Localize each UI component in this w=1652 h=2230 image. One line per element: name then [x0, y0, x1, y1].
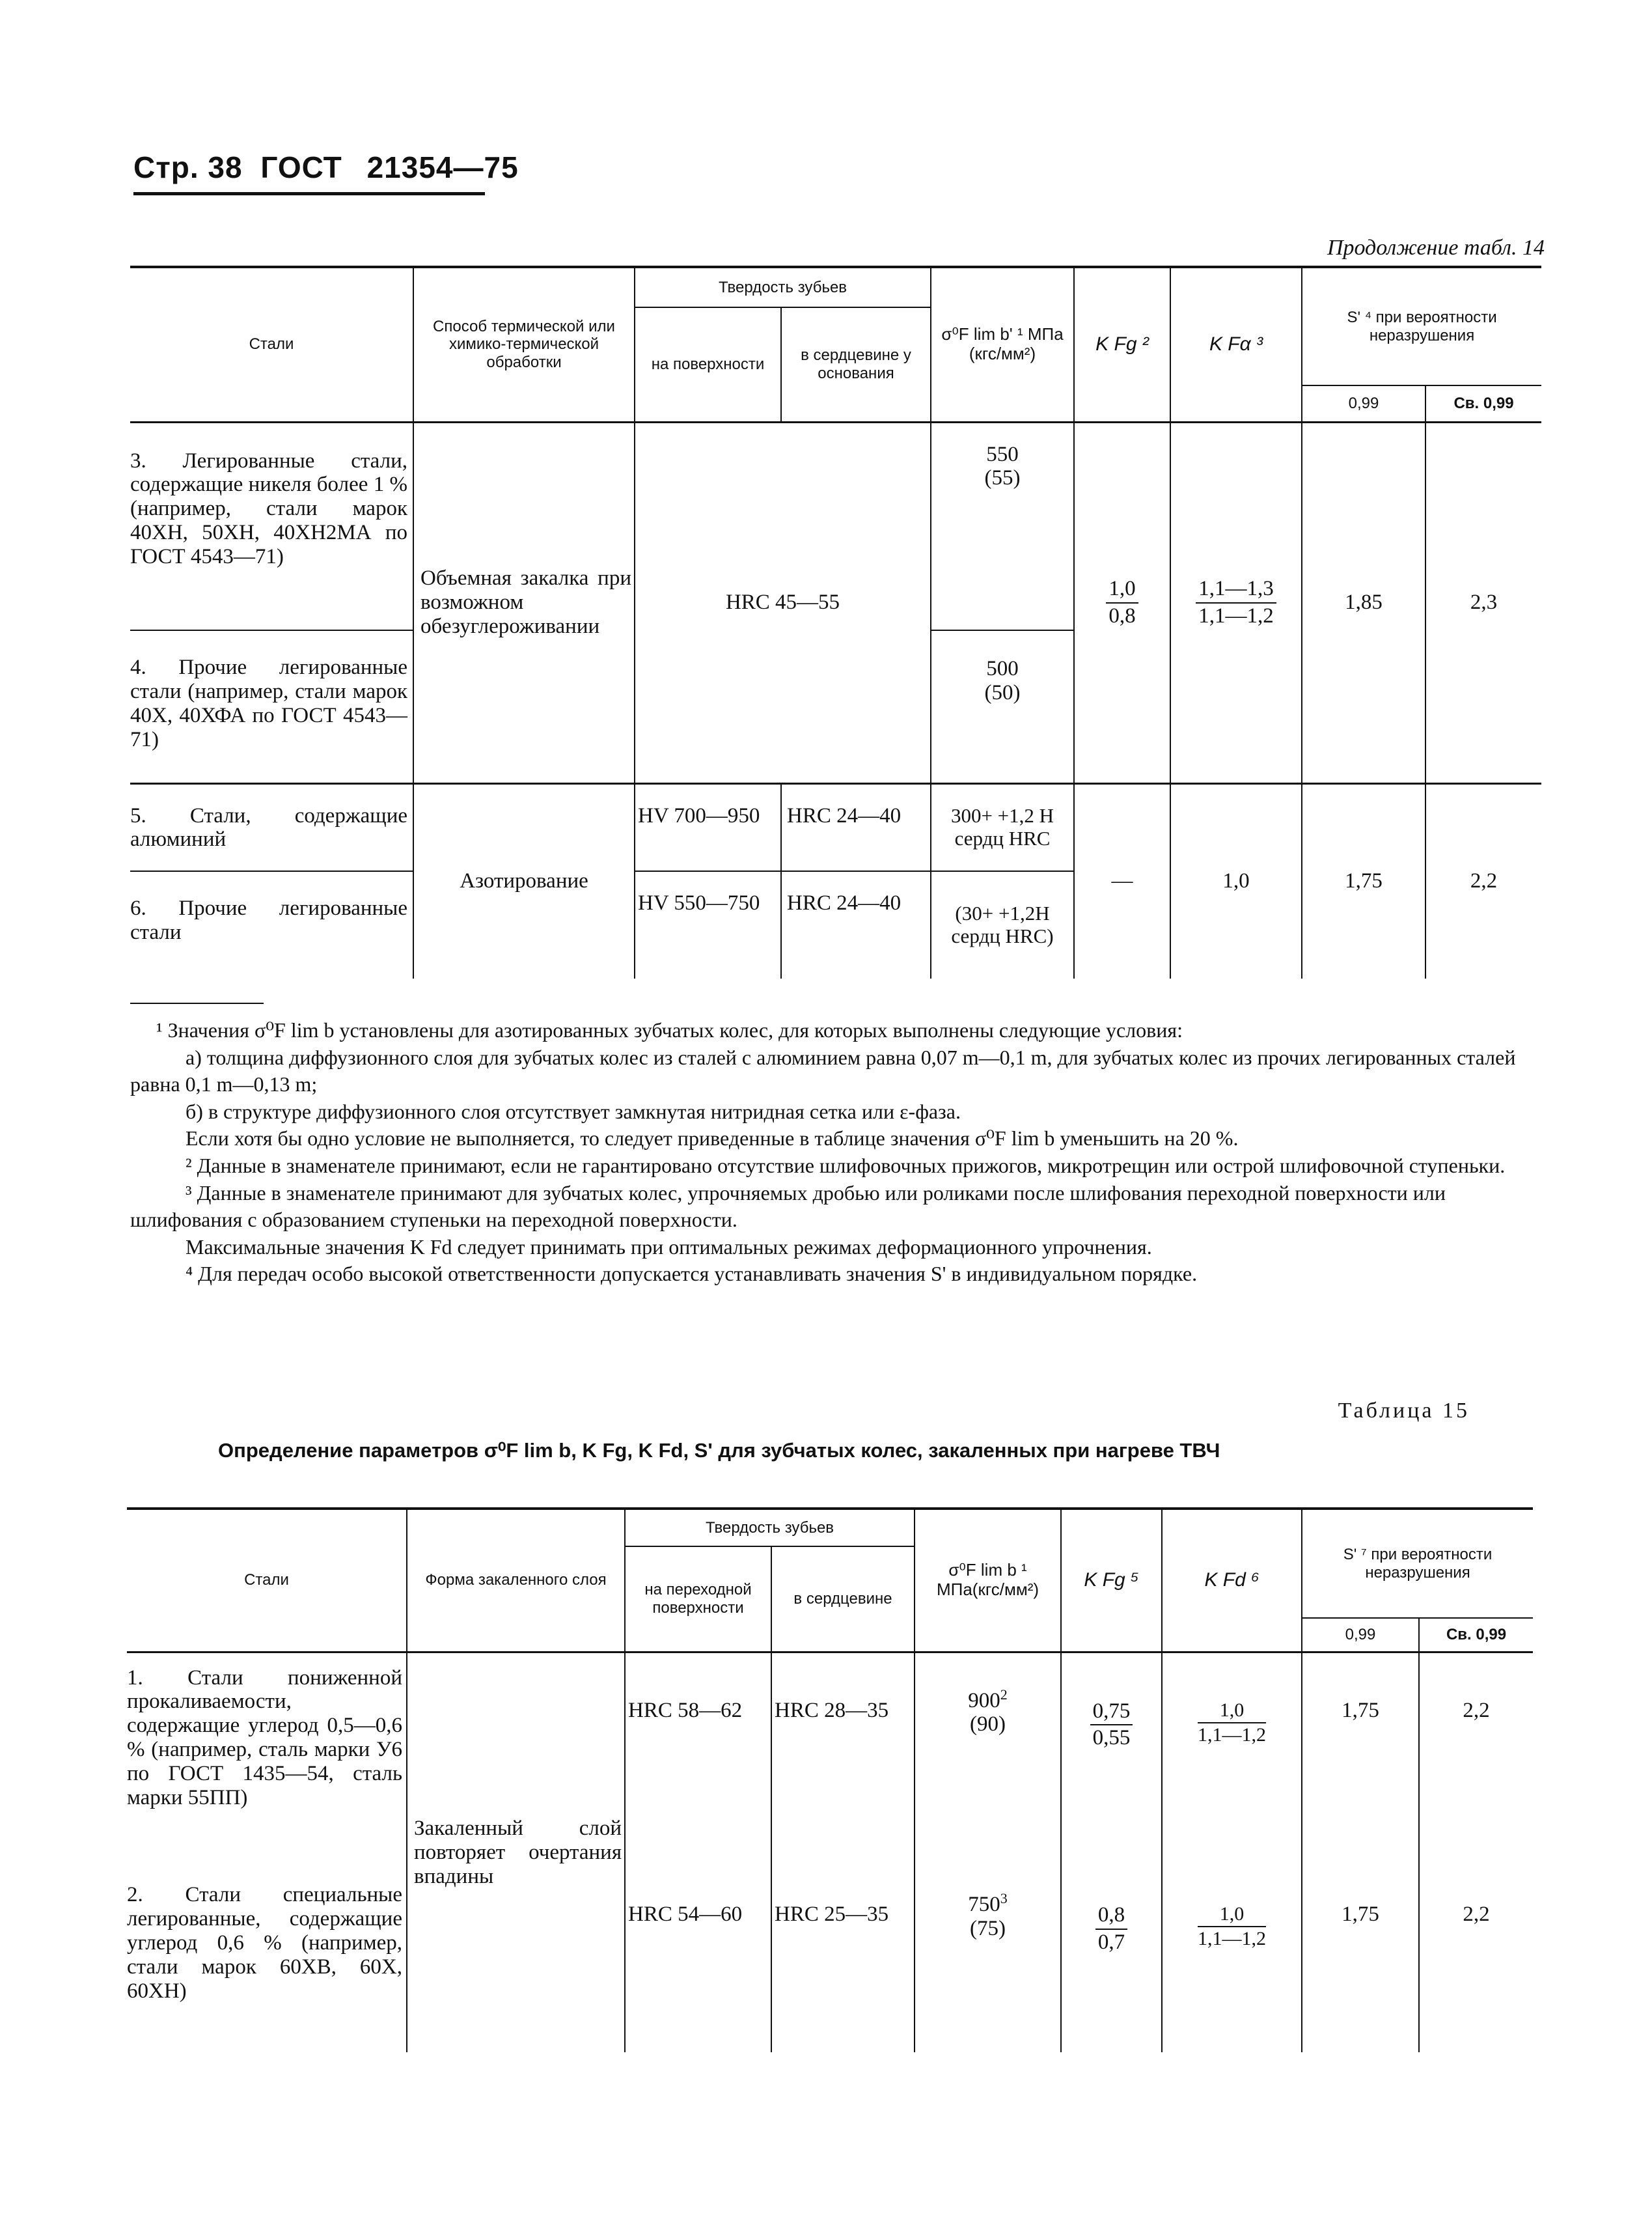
kfg-denominator: 0,55 — [1092, 1726, 1131, 1750]
table-cell-core: HRC 24—40 — [781, 783, 931, 871]
kfa-denominator: 1,1—1,2 — [1198, 604, 1274, 628]
col-header-psv: Св. 0,99 — [1419, 1618, 1533, 1652]
sigma-value-kgf: (90) — [970, 1712, 1006, 1736]
table-cell-sigma — [915, 1857, 1061, 2052]
page-header — [133, 150, 519, 185]
kfd-denominator: 1,1—1,2 — [1198, 1928, 1267, 1949]
footnote-1a: а) толщина диффузионного слоя для зубчатых колес из сталей с алюминием равна 0,07 m—0,1 m, для зубчатых колес из прочих легированных сталей равна 0,1 m—0,13 m; — [130, 1045, 1516, 1096]
col-header-transition: на переходной поверхности — [625, 1546, 771, 1652]
table-cell-surface: HV 550—750 — [635, 871, 781, 979]
col-header-method: Способ термической или химико-термической обработки — [413, 267, 635, 422]
footnote-2: ² Данные в знаменателе принимают, если не гарантировано отсутствие шлифовочных прижогов, микротрещин или острой шлифовочной ступеньки. — [186, 1153, 1506, 1177]
kfg-numerator: 1,0 — [1106, 576, 1138, 604]
footnote-3b: Максимальные значения K Fd следует принимать при оптимальных режимах деформационного упрочнения. — [186, 1234, 1152, 1259]
sigma-value: 750 — [968, 1893, 1000, 1916]
kfg-denominator: 0,7 — [1097, 1930, 1125, 1954]
kfa-numerator: 1,1—1,3 — [1196, 576, 1276, 604]
table-row-steel: 3. Легированные стали, содержащие никеля более 1 % (например, стали марок 40ХН, 50ХН, 40ХН2МА по ГОСТ 4543—71) — [130, 422, 413, 630]
table-cell-sigma — [931, 422, 1074, 630]
footnote-3: ³ Данные в знаменателе принимают для зубчатых колес, упрочняемых дробью или роликами после шлифования переходной поверхности или шлифования с образованием ступеньки на переходной поверхности. — [130, 1180, 1446, 1232]
table-row-steel: 1. Стали пониженной прокаливаемости, содержащие углерод 0,5—0,6 % (например, сталь марки У6 по ГОСТ 1435—54, сталь марки 55ПП) — [127, 1666, 402, 1810]
col-header-core: в сердцевине — [771, 1546, 915, 1652]
table-row-steel: 4. Прочие легированные стали (например, стали марок 40Х, 40ХФА по ГОСТ 4543—71) — [130, 630, 413, 783]
table-cell-s099: 1,75 — [1302, 1857, 1419, 2052]
table-row-steel: 2. Стали специальные легированные, содержащие углерод 0,6 % (например, стали марок 60ХВ, 60Х, 60ХН) — [127, 1883, 402, 2003]
table-cell-form: Закаленный слой повторяет очертания впадины — [407, 1652, 625, 2052]
footnotes — [130, 1017, 1530, 1288]
sigma-value-kgf: (50) — [984, 680, 1021, 704]
sigma-value: 500 — [986, 657, 1019, 680]
col-header-s: S' ⁷ при вероятности неразрушения — [1302, 1509, 1533, 1618]
sigma-footnote-mark: 2 — [1000, 1686, 1008, 1703]
table-cell-kfd — [1162, 1652, 1302, 1857]
sigma-value: 900 — [968, 1688, 1000, 1712]
table-continuation-label: Продолжение табл. 14 — [1327, 236, 1545, 260]
table-cell-s099: 1,85 — [1302, 422, 1425, 783]
col-header-core: в сердцевине у основания — [781, 307, 931, 422]
table-cell-sigma — [931, 630, 1074, 783]
table-row-steel: 6. Прочие легированные стали — [130, 897, 407, 944]
page-number: Стр. 38 — [133, 150, 243, 184]
sigma-value-kgf: (55) — [984, 466, 1021, 490]
table-row-steel: 5. Стали, содержащие алюминий — [130, 783, 413, 871]
kfd-denominator: 1,1—1,2 — [1198, 1723, 1267, 1746]
table-cell-sigma: 300+ +1,2 H сердц HRC — [931, 783, 1074, 871]
standard-number: 21354—75 — [366, 150, 519, 184]
col-header-psv: Св. 0,99 — [1425, 385, 1541, 422]
table-cell-kfg — [1074, 422, 1170, 783]
col-header-kfa: K Fα ³ — [1170, 267, 1302, 422]
table-cell-kfa: 1,0 — [1170, 783, 1302, 979]
col-header-kfg: K Fg ⁵ — [1061, 1509, 1162, 1652]
col-header-sigma: σ⁰F lim b' ¹ МПа (кгс/мм²) — [931, 267, 1074, 422]
table-cell-s099: 1,75 — [1302, 1652, 1419, 1857]
table-cell-method: Объемная закалка при возможном обезуглероживании — [413, 422, 635, 783]
col-header-surface: на поверхности — [635, 307, 781, 422]
kfg-denominator: 0,8 — [1108, 604, 1136, 628]
table-cell-sigma: (30+ +1,2H сердц HRC) — [931, 871, 1074, 979]
sigma-value: 550 — [986, 442, 1019, 466]
table-cell-hardness: HRC 45—55 — [635, 422, 931, 783]
col-header-s: S' ⁴ при вероятности неразрушения — [1302, 267, 1541, 385]
col-header-form: Форма закаленного слоя — [407, 1509, 625, 1652]
table-cell-core: HRC 28—35 — [771, 1652, 915, 1857]
table-14 — [130, 266, 1541, 979]
table-cell-surface: HV 700—950 — [635, 783, 781, 871]
table-cell-core: HRC 25—35 — [771, 1857, 915, 2052]
table-cell-ssv: 2,3 — [1425, 422, 1541, 783]
table-cell-surface: HRC 58—62 — [625, 1652, 771, 1857]
table-cell-ssv: 2,2 — [1419, 1857, 1533, 2052]
table-cell-kfd — [1162, 1857, 1302, 2052]
col-header-p099: 0,99 — [1302, 1618, 1419, 1652]
standard-name: ГОСТ — [260, 150, 342, 184]
table-cell-s099: 1,75 — [1302, 783, 1425, 979]
table-15 — [127, 1507, 1533, 2052]
header-rule — [133, 192, 485, 195]
footnote-1: ¹ Значения σ⁰F lim b установлены для азотированных зубчатых колес, для которых выполнены следующие условия: — [156, 1018, 1183, 1042]
col-header-kfg: K Fg ² — [1074, 267, 1170, 422]
col-header-steels: Стали — [127, 1509, 407, 1652]
table-15-caption: Таблица 15 — [1338, 1399, 1470, 1423]
col-header-sigma: σ⁰F lim b ¹ МПа(кгс/мм²) — [915, 1509, 1061, 1652]
sigma-value-kgf: (75) — [970, 1916, 1006, 1940]
col-header-kfd: K Fd ⁶ — [1162, 1509, 1302, 1652]
kfd-numerator: 1,0 — [1198, 1902, 1266, 1927]
col-header-hardness: Твердость зубьев — [635, 267, 931, 307]
kfd-numerator: 1,0 — [1198, 1699, 1266, 1723]
table-cell-kfg — [1061, 1652, 1162, 1857]
table-cell-method: Азотирование — [413, 783, 635, 979]
kfg-numerator: 0,75 — [1090, 1699, 1133, 1726]
kfg-numerator: 0,8 — [1095, 1902, 1127, 1930]
table-cell-ssv: 2,2 — [1419, 1652, 1533, 1857]
table-15-title: Определение параметров σ⁰F lim b, K Fg, K Fd, S' для зубчатых колес, закаленных при нагреве ТВЧ — [218, 1439, 1220, 1462]
col-header-hardness: Твердость зубьев — [625, 1509, 915, 1546]
sigma-footnote-mark: 3 — [1000, 1890, 1008, 1906]
table-cell-surface: HRC 54—60 — [625, 1857, 771, 2052]
table-cell-sigma — [915, 1652, 1061, 1857]
table-cell-kfa — [1170, 422, 1302, 783]
table-cell-kfg — [1061, 1857, 1162, 2052]
table-cell-ssv: 2,2 — [1425, 783, 1541, 979]
col-header-p099: 0,99 — [1302, 385, 1425, 422]
col-header-steels: Стали — [130, 267, 413, 422]
table-cell-core: HRC 24—40 — [781, 871, 931, 979]
table-cell-kfg: — — [1074, 783, 1170, 979]
footnote-1c: Если хотя бы одно условие не выполняется, то следует приведенные в таблице значения σ⁰F lim b уменьшить на 20 %. — [186, 1126, 1239, 1150]
footnote-rule — [130, 1003, 264, 1004]
footnote-1b: б) в структуре диффузионного слоя отсутствует замкнутая нитридная сетка или ε-фаза. — [186, 1099, 961, 1123]
footnote-4: ⁴ Для передач особо высокой ответственности допускается устанавливать значения S' в индивидуальном порядке. — [186, 1262, 1198, 1286]
